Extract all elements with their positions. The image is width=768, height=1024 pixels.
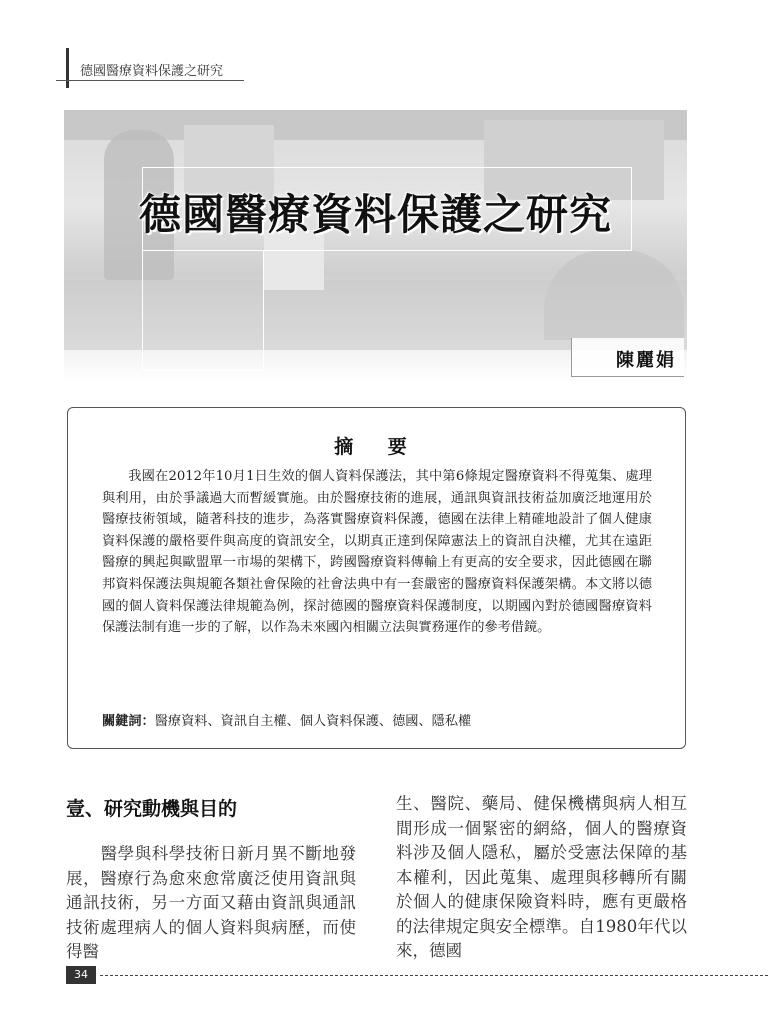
author-box [571, 338, 684, 377]
author-name: 陳麗娟 [616, 350, 676, 371]
body-column-left [66, 842, 356, 965]
header-rule-vertical [66, 48, 69, 88]
section-heading: 壹、研究動機與目的 [66, 798, 238, 820]
body-text-left: 醫學與科學技術日新月異不斷地發展，醫療行為愈來愈常廣泛使用資訊與通訊技術，另一方面又藉由資訊與通訊技術處理病人的個人資料與病歷，而使得醫 [66, 844, 356, 961]
keywords-line [102, 710, 652, 729]
page-number: 34 [66, 966, 96, 984]
abstract-box [67, 407, 686, 749]
abstract-title: 摘 要 [334, 436, 421, 458]
footer-dashed-rule [100, 975, 768, 976]
body-column-right [396, 792, 687, 964]
title-banner [64, 110, 687, 382]
keywords-text: 醫療資料、資訊自主權、個人資料保護、德國、隱私權 [154, 714, 472, 729]
abstract-body [102, 466, 652, 639]
header-rule-horizontal [56, 80, 244, 81]
article-title: 德國醫療資料保護之研究 [138, 190, 612, 239]
keywords-label: 關鍵詞： [102, 714, 155, 729]
banner-frame-lower [142, 250, 264, 371]
body-text-right: 生、醫院、藥局、健保機構與病人相互間形成一個緊密的網絡，個人的醫療資料涉及個人隱私，屬於受憲法保障的基本權利，因此蒐集、處理與移轉所有關於個人的健康保險資料時，應有更嚴格的法律規定與安全標準。自1980年代以來，德國 [396, 794, 687, 960]
abstract-text: 我國在2012年10月1日生效的個人資料保護法，其中第6條規定醫療資料不得蒐集、處理與利用，由於爭議過大而暫緩實施。由於醫療技術的進展，通訊與資訊技術益加廣泛地運用於醫療技術領域，隨著科技的進步，為落實醫療資料保護，德國在法律上精確地設計了個人健康資料保護的嚴格要件與高度的資訊安全，以期真正達到保障憲法上的資訊自決權，尤其在遠距醫療的興起與歐盟單一市場的架構下，跨國醫療資料傳輸上有更高的安全要求，因此德國在聯邦資料保護法與規範各類社會保險的社會法典中有一套嚴密的醫療資料保護架構。本文將以德國的個人資料保護法律規範為例，探討德國的醫療資料保護制度，以期國內對於德國醫療資料保護法制有進一步的了解，以作為未來國內相關立法與實務運作的參考借鏡。 [102, 469, 652, 636]
running-header: 德國醫療資料保護之研究 [80, 64, 224, 79]
